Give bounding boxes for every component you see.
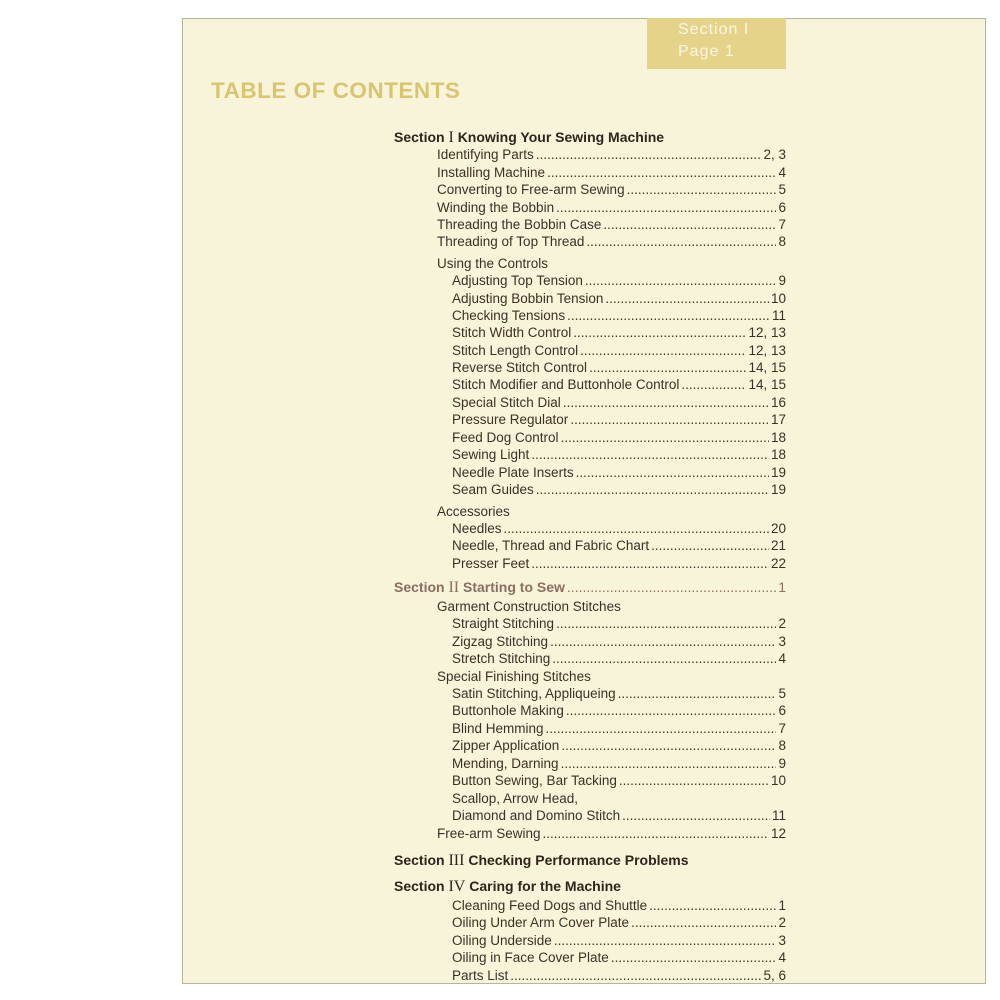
page-number: 10 xyxy=(770,291,786,306)
page-number: 8 xyxy=(778,738,786,753)
toc-section-heading xyxy=(394,851,689,869)
dot-leader xyxy=(561,429,769,447)
section-roman-numeral: II xyxy=(448,579,460,596)
dot-leader xyxy=(556,615,776,633)
entry-title: Adjusting Bobbin Tension xyxy=(452,291,604,306)
entry-title: Blind Hemming xyxy=(452,721,544,736)
toc-entry xyxy=(437,181,786,199)
entry-title: Needles xyxy=(452,521,502,536)
page-number: 10 xyxy=(770,773,786,788)
toc-entry xyxy=(452,755,786,773)
page-number: 16 xyxy=(770,395,786,410)
entry-title: Stitch Width Control xyxy=(452,325,572,340)
dot-leader xyxy=(570,411,769,429)
page-number: 7 xyxy=(778,721,786,736)
toc-entry xyxy=(452,520,786,538)
page-number: 14, 15 xyxy=(748,360,786,375)
toc-entry xyxy=(437,199,786,217)
dot-leader xyxy=(622,807,770,825)
entry-title: Button Sewing, Bar Tacking xyxy=(452,773,617,788)
entry-title: Free-arm Sewing xyxy=(437,826,541,841)
page-number: 17 xyxy=(770,412,786,427)
entry-title: Oiling Under Arm Cover Plate xyxy=(452,915,630,930)
toc-group-heading xyxy=(437,255,548,273)
dot-leader xyxy=(618,685,777,703)
toc-section-heading xyxy=(394,877,621,895)
entry-title: Straight Stitching xyxy=(452,616,555,631)
dot-leader xyxy=(547,164,776,182)
entry-title: Installing Machine xyxy=(437,165,546,180)
page-number: 6 xyxy=(778,200,786,215)
section-label: Section xyxy=(394,852,445,868)
page-number: 3 xyxy=(778,933,786,948)
toc-group-heading xyxy=(452,790,578,808)
entry-title: Winding the Bobbin xyxy=(437,200,555,215)
section-roman-numeral: IV xyxy=(448,878,466,895)
toc-entry xyxy=(452,807,786,825)
group-title: Using the Controls xyxy=(437,256,549,271)
toc-entry xyxy=(452,429,786,447)
entry-title: Seam Guides xyxy=(452,482,534,497)
page-number: 20 xyxy=(770,521,786,536)
page-number: 18 xyxy=(770,430,786,445)
toc-entry xyxy=(452,967,786,985)
dot-leader xyxy=(573,324,746,342)
entry-title: Zipper Application xyxy=(452,738,560,753)
page-number: 14, 15 xyxy=(748,377,786,392)
dot-leader xyxy=(589,359,746,377)
toc-entry xyxy=(452,446,786,464)
entry-title: Identifying Parts xyxy=(437,147,534,162)
toc-section-title xyxy=(394,578,565,597)
toc-entry xyxy=(437,216,786,234)
dot-leader xyxy=(566,702,777,720)
toc-entry xyxy=(452,464,786,482)
toc-entry xyxy=(452,394,786,412)
page-number: 9 xyxy=(778,273,786,288)
dot-leader xyxy=(536,146,762,164)
entry-title: Pressure Regulator xyxy=(452,412,569,427)
page-number: 11 xyxy=(771,308,786,323)
toc-entry xyxy=(452,342,786,360)
page-number: 5 xyxy=(778,182,786,197)
toc-entry xyxy=(437,146,786,164)
entry-title: Threading of Top Thread xyxy=(437,234,585,249)
page-number: 3 xyxy=(778,634,786,649)
page-number: 2 xyxy=(778,915,786,930)
page-number: 5 xyxy=(778,686,786,701)
entry-title: Converting to Free-arm Sewing xyxy=(437,182,625,197)
dot-leader xyxy=(576,464,769,482)
toc-entry xyxy=(452,650,786,668)
dot-leader xyxy=(585,272,777,290)
page-number: 2, 3 xyxy=(763,147,786,162)
toc-entry xyxy=(452,737,786,755)
page-number: 2 xyxy=(778,616,786,631)
entry-title: Needle, Thread and Fabric Chart xyxy=(452,538,650,553)
entry-title: Special Stitch Dial xyxy=(452,395,561,410)
dot-leader xyxy=(550,633,776,651)
entry-title: Sewing Light xyxy=(452,447,530,462)
entry-title: Satin Stitching, Appliqueing xyxy=(452,686,616,701)
entry-title: Stitch Length Control xyxy=(452,343,579,358)
section-roman-numeral: I xyxy=(448,129,454,146)
dot-leader xyxy=(619,772,769,790)
toc-entry xyxy=(452,615,786,633)
dot-leader xyxy=(586,233,776,251)
toc-entry xyxy=(452,914,786,932)
entry-title: Diamond and Domino Stitch xyxy=(452,808,621,823)
entry-title: Stitch Modifier and Buttonhole Control xyxy=(452,377,680,392)
page-number: 6 xyxy=(778,703,786,718)
section-label: Section xyxy=(394,129,445,145)
entry-title: Presser Feet xyxy=(452,556,530,571)
dot-leader xyxy=(681,376,746,394)
toc-entry xyxy=(437,164,786,182)
page-title: TABLE OF CONTENTS xyxy=(211,78,461,103)
entry-title: Oiling in Face Cover Plate xyxy=(452,950,609,965)
page-number: 5, 6 xyxy=(763,968,786,983)
dot-leader xyxy=(649,897,776,915)
page-number: 1 xyxy=(778,898,786,913)
dot-leader xyxy=(605,290,769,308)
entry-title: Stretch Stitching xyxy=(452,651,551,666)
toc-section-title xyxy=(394,878,621,894)
dot-leader xyxy=(556,199,776,217)
page-tab-label: Page 1 xyxy=(678,43,735,60)
toc-entry xyxy=(452,720,786,738)
toc-section-heading xyxy=(394,578,786,596)
toc-entry xyxy=(452,481,786,499)
dot-leader xyxy=(561,737,776,755)
page-number: 19 xyxy=(770,465,786,480)
dot-leader xyxy=(563,394,769,412)
toc-entry xyxy=(452,307,786,325)
toc-entry xyxy=(437,825,786,843)
dot-leader xyxy=(531,555,769,573)
toc-entry xyxy=(452,411,786,429)
entry-title: Feed Dog Control xyxy=(452,430,559,445)
dot-leader xyxy=(504,520,769,538)
section-label: Section xyxy=(394,579,445,595)
dot-leader xyxy=(580,342,746,360)
section-title-text: Starting to Sew xyxy=(463,579,565,595)
page-number: 12, 13 xyxy=(748,325,786,340)
toc-entry xyxy=(452,932,786,950)
page-number: 12, 13 xyxy=(748,343,786,358)
page-number: 4 xyxy=(778,165,786,180)
dot-leader xyxy=(531,446,769,464)
page-number: 9 xyxy=(778,756,786,771)
dot-leader xyxy=(567,578,776,596)
toc-section-title xyxy=(394,852,689,868)
page-number: 11 xyxy=(771,808,786,823)
toc-group-heading xyxy=(437,598,621,616)
entry-title: Adjusting Top Tension xyxy=(452,273,583,288)
toc-entry xyxy=(452,359,786,377)
dot-leader xyxy=(536,481,769,499)
dot-leader xyxy=(631,914,776,932)
dot-leader xyxy=(651,537,769,555)
page-number: 4 xyxy=(778,651,786,666)
dot-leader xyxy=(552,650,776,668)
dot-leader xyxy=(603,216,776,234)
dot-leader xyxy=(561,755,777,773)
entry-title: Cleaning Feed Dogs and Shuttle xyxy=(452,898,648,913)
entry-title: Zigzag Stitching xyxy=(452,634,549,649)
dot-leader xyxy=(611,949,777,967)
toc-entry xyxy=(452,555,786,573)
toc-group-heading xyxy=(437,668,591,686)
dot-leader xyxy=(567,307,770,325)
entry-title: Checking Tensions xyxy=(452,308,566,323)
toc-entry xyxy=(452,772,786,790)
dot-leader xyxy=(627,181,777,199)
entry-title: Threading the Bobbin Case xyxy=(437,217,602,232)
toc-section-heading xyxy=(394,128,664,146)
section-title-text: Checking Performance Problems xyxy=(468,852,689,868)
page-number: 19 xyxy=(770,482,786,497)
toc-entry xyxy=(452,290,786,308)
entry-title: Mending, Darning xyxy=(452,756,559,771)
toc-entry xyxy=(452,324,786,342)
group-title: Garment Construction Stitches xyxy=(437,599,621,614)
entry-title: Reverse Stitch Control xyxy=(452,360,588,375)
page-number: 21 xyxy=(770,538,786,553)
page-number: 4 xyxy=(778,950,786,965)
section-title-text: Caring for the Machine xyxy=(469,878,621,894)
page-number: 12 xyxy=(770,826,786,841)
page-number: 18 xyxy=(770,447,786,462)
section-label: Section xyxy=(394,878,445,894)
toc-group-heading xyxy=(437,503,510,521)
group-title: Special Finishing Stitches xyxy=(437,669,591,684)
section-title-text: Knowing Your Sewing Machine xyxy=(457,129,665,145)
group-title: Accessories xyxy=(437,504,510,519)
group-title: Scallop, Arrow Head, xyxy=(452,791,579,806)
entry-title: Buttonhole Making xyxy=(452,703,564,718)
section-tab-label: Section I xyxy=(678,21,750,38)
entry-title: Oiling Underside xyxy=(452,933,552,948)
dot-leader xyxy=(546,720,777,738)
toc-entry xyxy=(452,376,786,394)
toc-entry xyxy=(452,537,786,555)
dot-leader xyxy=(510,967,761,985)
section-roman-numeral: III xyxy=(448,852,465,869)
toc-entry xyxy=(452,272,786,290)
toc-entry xyxy=(452,633,786,651)
entry-title: Parts List xyxy=(452,968,509,983)
dot-leader xyxy=(554,932,777,950)
entry-title: Needle Plate Inserts xyxy=(452,465,574,480)
page-number: 7 xyxy=(778,217,786,232)
toc-section-title xyxy=(394,129,664,145)
dot-leader xyxy=(543,825,769,843)
toc-entry xyxy=(452,949,786,967)
page-number: 1 xyxy=(778,579,786,595)
toc-entry xyxy=(452,897,786,915)
toc-entry xyxy=(452,702,786,720)
toc-entry xyxy=(437,233,786,251)
page-number: 8 xyxy=(778,234,786,249)
page-number: 22 xyxy=(770,556,786,571)
toc-entry xyxy=(452,685,786,703)
